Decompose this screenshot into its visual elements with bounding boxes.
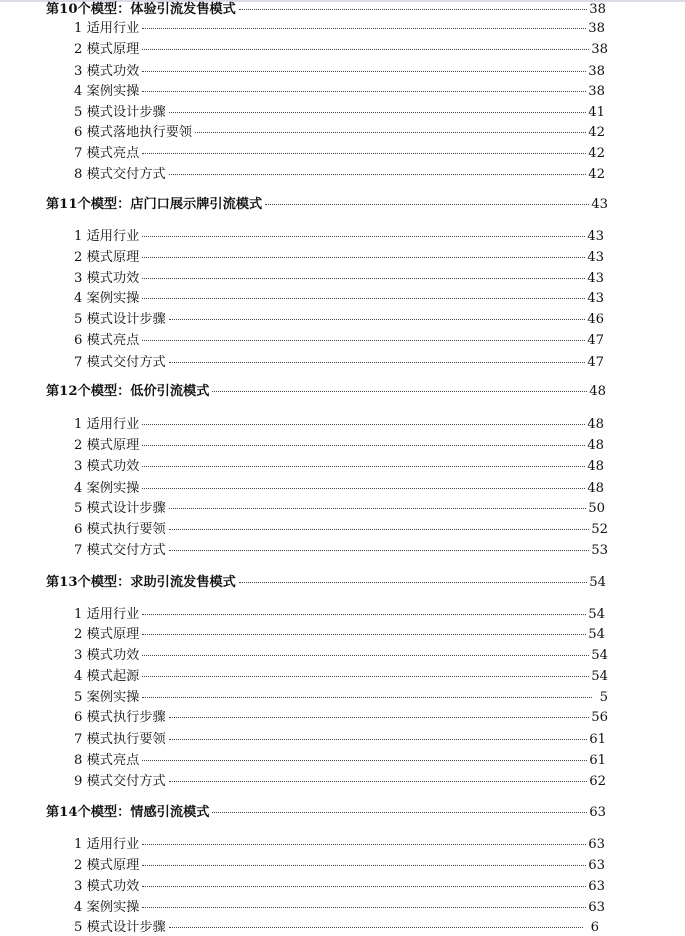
toc-entry[interactable] [74,710,608,726]
toc-page-number: 54 [591,648,608,663]
toc-entry-label: 6 模式落地执行要领 [74,125,193,140]
dot-leader [142,28,586,29]
toc-page-number: 38 [591,42,608,57]
toc-entry-label: 4 模式起源 [74,669,140,684]
toc-entry[interactable] [74,920,599,936]
toc-page-number: 43 [587,271,604,286]
toc-entry[interactable] [74,900,605,916]
dot-leader [169,112,587,113]
toc-entry[interactable] [74,459,604,475]
toc-entry-label: 1 适用行业 [74,229,140,244]
toc-entry[interactable] [74,879,605,895]
toc-page-number: 43 [591,197,608,212]
toc-entry-label: 3 模式功效 [74,879,140,894]
dot-leader [142,71,586,72]
toc-entry[interactable] [74,229,604,245]
dot-leader [142,257,585,258]
toc-entry[interactable] [74,627,605,643]
dot-leader [142,153,586,154]
toc-entry[interactable] [74,271,604,287]
toc-page-number: 48 [587,459,604,474]
toc-entry-label: 3 模式功效 [74,648,140,663]
toc-entry-label: 4 案例实操 [74,900,140,915]
toc-page-number: 62 [589,774,606,789]
toc-entry[interactable] [74,858,605,874]
toc-chapter-title: 第11个模型：店门口展示牌引流模式 [46,197,263,212]
toc-chapter-title: 第14个模型：情感引流模式 [46,805,210,820]
toc-entry[interactable] [74,837,605,853]
dot-leader [142,49,589,50]
toc-entry-label: 5 模式设计步骤 [74,920,166,935]
dot-leader [212,391,587,392]
dot-leader [142,676,589,677]
dot-leader [212,812,587,813]
dot-leader [239,9,587,10]
toc-entry[interactable] [74,669,608,685]
toc-page-number: 48 [587,417,604,432]
toc-chapter-14[interactable] [46,805,606,821]
toc-entry[interactable] [74,438,604,454]
toc-page-number: 43 [587,229,604,244]
toc-entry-label: 4 案例实操 [74,84,140,99]
toc-entry[interactable] [74,42,608,58]
toc-page-number: 54 [588,627,605,642]
toc-page-number: 43 [587,291,604,306]
dot-leader [142,760,587,761]
toc-page-number: 63 [588,858,605,873]
toc-entry-label: 7 模式交付方式 [74,355,166,370]
toc-entry-label: 1 适用行业 [74,607,140,622]
toc-entry-label: 5 模式设计步骤 [74,105,166,120]
toc-page-number: 43 [587,250,604,265]
toc-entry[interactable] [74,167,605,183]
toc-page-number: 61 [589,753,606,768]
toc-chapter-13[interactable] [46,575,606,591]
dot-leader [142,91,586,92]
dot-leader [142,886,586,887]
toc-entry-label: 4 案例实操 [74,291,140,306]
toc-entry[interactable] [74,774,606,790]
toc-page-number: 53 [591,543,608,558]
toc-page-number: 47 [587,333,604,348]
dot-leader [142,236,585,237]
toc-entry-label: 6 模式亮点 [74,333,140,348]
toc-page-number: 61 [589,732,606,747]
dot-leader [142,634,586,635]
dot-leader [169,362,586,363]
toc-page-number: 38 [589,2,606,17]
toc-chapter-11[interactable] [46,197,608,213]
toc-entry[interactable] [74,417,604,433]
dot-leader [169,174,587,175]
toc-entry[interactable] [74,312,604,328]
dot-leader [169,781,588,782]
dot-leader [142,340,585,341]
toc-entry[interactable] [74,648,608,664]
toc-chapter-title: 第13个模型：求助引流发售模式 [46,575,236,590]
toc-entry[interactable] [74,64,605,80]
toc-page-number: 48 [587,481,604,496]
dot-leader [195,132,586,133]
toc-entry-label: 5 案例实操 [74,690,140,705]
toc-page-number: 38 [588,84,605,99]
toc-entry[interactable] [74,146,605,162]
dot-leader [142,844,586,845]
toc-entry-label: 8 模式交付方式 [74,167,166,182]
toc-page-number: 56 [591,710,608,725]
dot-leader [169,927,583,928]
toc-page-number: 38 [588,64,605,79]
toc-entry[interactable] [74,21,605,37]
toc-page-number: 50 [588,501,605,516]
toc-page-number: 46 [587,312,604,327]
toc-entry[interactable] [74,105,605,121]
toc-entry[interactable] [74,732,606,748]
dot-leader [142,298,585,299]
dot-leader [169,319,586,320]
toc-page-number: 52 [591,522,608,537]
toc-page-number: 63 [589,805,606,820]
toc-entry-label: 1 适用行业 [74,417,140,432]
toc-entry-label: 3 模式功效 [74,64,140,79]
toc-entry[interactable] [74,355,604,371]
toc-entry-label: 2 模式原理 [74,438,140,453]
toc-page-number: 48 [589,384,606,399]
toc-entry-label: 7 模式执行要领 [74,732,166,747]
toc-entry-label: 8 模式亮点 [74,753,140,768]
toc-page-number: 54 [588,607,605,622]
toc-entry[interactable] [74,84,605,100]
toc-page-number: 42 [588,146,605,161]
toc-entry[interactable] [74,125,605,141]
dot-leader [142,424,585,425]
toc-entry[interactable] [74,690,608,706]
dot-leader [142,697,592,698]
toc-page-number: 63 [588,879,605,894]
toc-entry-label: 2 模式原理 [74,42,140,57]
toc-chapter-title: 第10个模型：体验引流发售模式 [46,2,236,17]
toc-entry-label: 4 案例实操 [74,481,140,496]
dot-leader [142,907,586,908]
toc-page-number: 54 [591,669,608,684]
toc-page-number: 48 [587,438,604,453]
toc-entry-label: 6 模式执行要领 [74,522,166,537]
dot-leader [142,278,585,279]
dot-leader [169,508,587,509]
toc-page-number: 42 [588,167,605,182]
toc-entry-label: 3 模式功效 [74,459,140,474]
toc-page-number: 54 [589,575,606,590]
toc-entry-label: 9 模式交付方式 [74,774,166,789]
toc-entry[interactable] [74,753,606,769]
toc-page-number: 6 [590,920,599,935]
dot-leader [142,614,586,615]
toc-entry[interactable] [74,333,604,349]
toc-entry-label: 5 模式设计步骤 [74,501,166,516]
toc-entry[interactable] [74,291,604,307]
toc-chapter-title: 第12个模型：低价引流模式 [46,384,210,399]
toc-entry-label: 5 模式设计步骤 [74,312,166,327]
toc-entry-label: 1 适用行业 [74,837,140,852]
toc-page-number: 5 [599,690,608,705]
toc-page-number: 63 [588,900,605,915]
toc-entry[interactable] [74,607,605,623]
dot-leader [142,655,589,656]
toc-entry[interactable] [74,522,608,538]
dot-leader [265,204,589,205]
toc-entry-label: 3 模式功效 [74,271,140,286]
dot-leader [239,582,587,583]
toc-entry-label: 7 模式交付方式 [74,543,166,558]
toc-entry-label: 2 模式原理 [74,627,140,642]
dot-leader [142,466,585,467]
toc-page-number: 47 [587,355,604,370]
toc-entry[interactable] [74,481,604,497]
dot-leader [142,865,586,866]
toc-entry-label: 6 模式执行步骤 [74,710,166,725]
toc-entry-label: 2 模式原理 [74,250,140,265]
dot-leader [142,445,585,446]
toc-chapter-10[interactable] [46,2,606,18]
toc-entry[interactable] [74,501,605,517]
toc-entry-label: 7 模式亮点 [74,146,140,161]
dot-leader [169,550,590,551]
dot-leader [142,488,585,489]
toc-page-number: 41 [588,105,605,120]
dot-leader [169,717,590,718]
dot-leader [169,529,590,530]
toc-page-number: 38 [588,21,605,36]
dot-leader [169,739,588,740]
toc-entry-label: 2 模式原理 [74,858,140,873]
toc-page-number: 42 [588,125,605,140]
toc-chapter-12[interactable] [46,384,606,400]
toc-entry[interactable] [74,543,608,559]
toc-entry-label: 1 适用行业 [74,21,140,36]
toc-page-number: 63 [588,837,605,852]
toc-entry[interactable] [74,250,604,266]
